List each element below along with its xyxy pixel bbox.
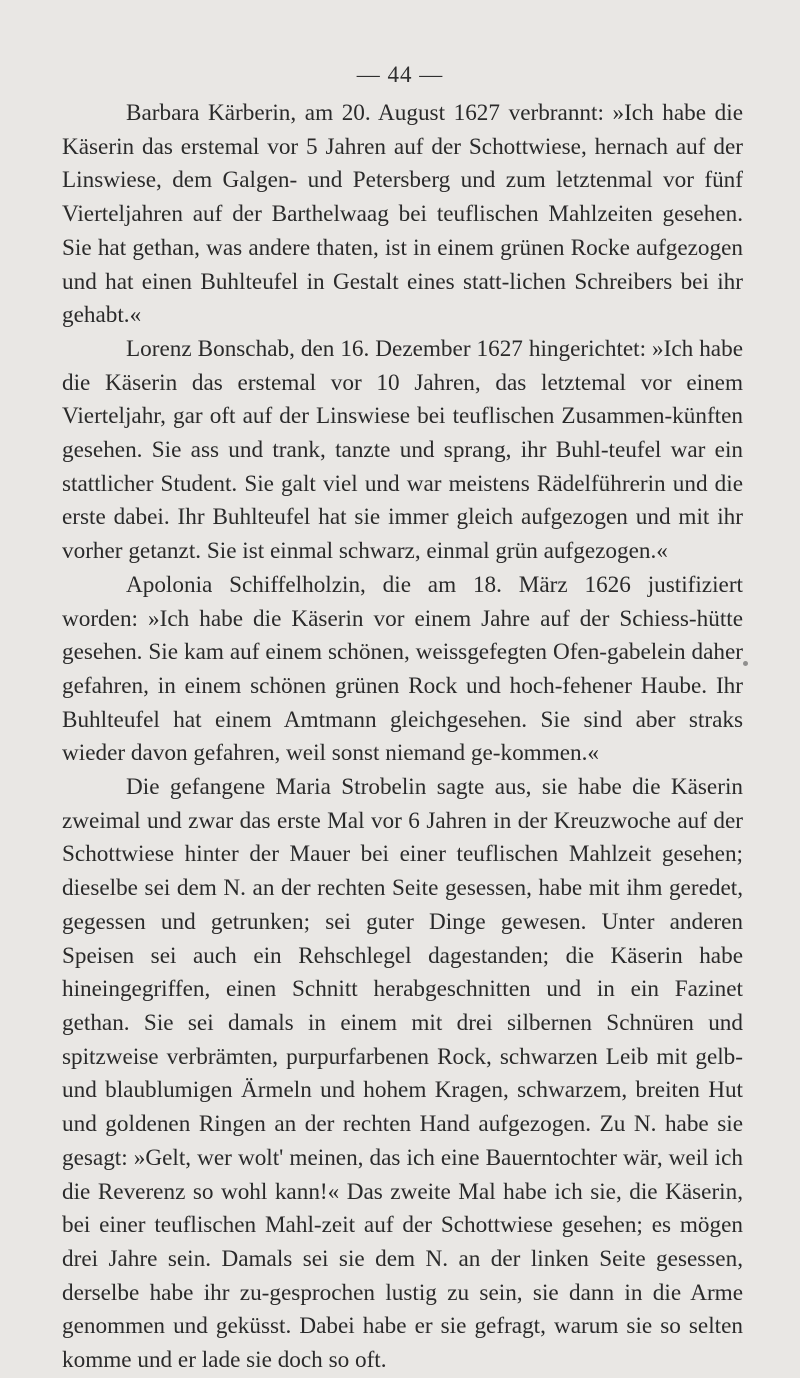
- paragraph-bonschab-testimony: Lorenz Bonschab, den 16. Dezember 1627 hingerichtet: »Ich habe die Käserin das erstemal vor 10 Jahren, das letztemal vor einem Vierteljahr, gar oft auf der Linswiese bei teuflischen Zusammen-künften gesehen. Sie ass und trank, tanzte und sprang, ihr Buhl-teufel war ein stattlicher Student. Sie galt viel und war meistens Rädelführerin und die erste dabei. Ihr Buhlteufel hat sie immer gleich aufgezogen und mit ihr vorher getanzt. Sie ist einmal schwarz, einmal grün aufgezogen.«: [62, 335, 743, 565]
- ink-smudge-mark: [743, 661, 748, 666]
- paragraph-schiffelholzin-testimony: Apolonia Schiffelholzin, die am 18. März 1626 justifiziert worden: »Ich habe die Käserin vor einem Jahre auf der Schiess-hütte gesehen. Sie kam auf einem schönen, weissgefegten Ofen-gabelein daher gefahren, in einem schönen grünen Rock und hoch-fehener Haube. Ihr Buhlteufel hat einem Amtmann gleichgesehen. Sie sind aber straks wieder davon gefahren, weil sonst niemand ge-kommen.«: [62, 571, 743, 767]
- page-number: — 44 —: [356, 62, 444, 87]
- body-text: [62, 97, 743, 1378]
- paragraph-kaerberin-testimony: Barbara Kärberin, am 20. August 1627 verbrannt: »Ich habe die Käserin das erstemal vor 5 Jahren auf der Schottwiese, hernach auf der Linswiese, dem Galgen- und Petersberg und zum letztenmal vor fünf Vierteljahren auf der Barthelwaag bei teuflischen Mahlzeiten gesehen. Sie hat gethan, was andere thaten, ist in einem grünen Rocke aufgezogen und hat einen Buhlteufel in Gestalt eines statt-lichen Schreibers bei ihr gehabt.«: [62, 100, 743, 329]
- paragraph-strobelin-testimony: Die gefangene Maria Strobelin sagte aus, sie habe die Käserin zweimal und zwar das erste Mal vor 6 Jahren in der Kreuzwoche auf der Schottwiese hinter der Mauer bei einer teuflischen Mahlzeit gesehen; dieselbe sei dem N. an der rechten Seite gesessen, habe mit ihm geredet, gegessen und getrunken; sei guter Dinge gewesen. Unter anderen Speisen sei auch ein Rehschlegel dagestanden; die Käserin habe hineingegriffen, einen Schnitt herabgeschnitten und in ein Fazinet gethan. Sie sei damals in einem mit drei silbernen Schnüren und spitzweise verbrämten, purpurfarbenen Rock, schwarzen Leib mit gelb- und blaublumigen Ärmeln und hohem Kragen, schwarzem, breiten Hut und goldenen Ringen an der rechten Hand aufgezogen. Zu N. habe sie gesagt: »Gelt, wer wolt' meinen, das ich eine Bauerntochter wär, weil ich die Reverenz so wohl kann!« Das zweite Mal habe ich sie, die Käserin, bei einer teuflischen Mahl-zeit auf der Schottwiese gesehen; es mögen drei Jahre sein. Damals sei sie dem N. an der linken Seite gesessen, derselbe habe ihr zu-gesprochen lustig zu sein, sie dann in die Arme genommen und geküsst. Dabei habe er sie gefragt, warum sie so selten komme und er lade sie doch so oft.: [62, 774, 743, 1374]
